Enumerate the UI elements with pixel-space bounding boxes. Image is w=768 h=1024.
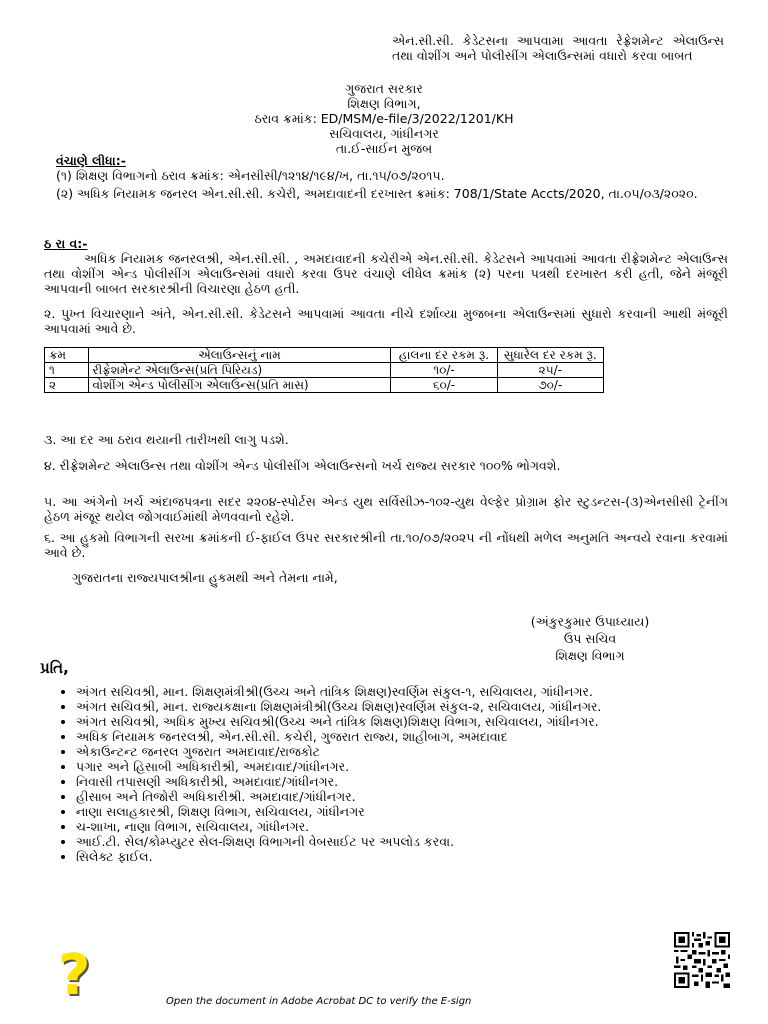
list-item: • સિલેક્ટ ફાઈલ. xyxy=(76,849,742,864)
signatory-designation: ઉપ સચિવ xyxy=(563,631,617,646)
cell-revised-rate: ૨૫/- xyxy=(497,363,603,378)
read-item: (૨) અધિક નિયામક જનરલ એન.સી.સી. કચેરી, અમદાવાદની દરખાસ્ત ક્રમાંક: 708/1/State Accts/2020, તા.૦૫/૦૩/૨૦૨૦. xyxy=(56,186,698,201)
table-row xyxy=(45,378,604,393)
list-item: • નિવાસી તપાસણી અધિકારીશ્રી, અમદાવાદ/ગાંધીનગર. xyxy=(76,774,742,789)
cell-current-rate: ૬૦/- xyxy=(391,378,497,393)
col-header-revised-rate: સુધારેલ દર રકમ રૂ. xyxy=(497,348,603,363)
government-name: ગુજરાત સરકાર xyxy=(345,81,423,96)
cell-serial: ૧ xyxy=(45,363,89,378)
list-item: • ચ-શાખા, નાણા વિભાગ, સચિવાલય, ગાંધીનગર. xyxy=(76,819,742,834)
esign-verify-note: Open the document in Adobe Acrobat DC to verify the E-sign xyxy=(166,996,472,1007)
cell-allowance-name: રીફ્રેશમેન્ટ એલાઉન્સ(પ્રતિ પિરિયડ) xyxy=(88,363,391,378)
allowance-table xyxy=(44,347,604,393)
clause-4: ૪. રીફ્રેશમેન્ટ એલાઉન્સ તથા વોશીંગ એન્ડ પોલીસીંગ એલાઉન્સનો ખર્ચ રાજ્ય સરકાર ૧૦૦% ભોગવશે. xyxy=(44,458,561,473)
cell-revised-rate: ૭૦/- xyxy=(497,378,603,393)
cell-allowance-name: વોશીંગ એન્ડ પોલીસીંગ એલાઉન્સ(પ્રતિ માસ) xyxy=(88,378,391,393)
resolution-paragraph-2: ૨. પુખ્ત વિચારણાને અંતે, એન.સી.સી. કેડેટસને આપવામાં આવતા નીચે દર્શાવ્યા મુજબના એલાઉન્સમાં સુધારો કરવાની આથી મંજૂરી આપવામાં આવે છે. xyxy=(44,306,728,336)
read-heading: વંચાણે લીધા:- xyxy=(56,153,126,168)
table-row xyxy=(45,363,604,378)
resolution-date: તા.ઈ-સાઈન મુજબ xyxy=(335,141,433,156)
list-item: • આઈ.ટી. સેલ/કોમ્પ્યુટર સેલ-શિક્ષણ વિભાગની વેબસાઈટ પર અપલોડ કરવા. xyxy=(76,834,742,849)
cell-serial: ૨ xyxy=(45,378,89,393)
list-item: • અંગત સચિવશ્રી, માન. રાજ્યકક્ષાના શિક્ષણમંત્રીશ્રી(ઉચ્ચ શિક્ષણ)સ્વર્ણિમ સંકુલ-૨, સચિવાલય, ગાંધીનગર. xyxy=(76,699,742,714)
clause-3: ૩. આ દર આ ઠરાવ થયાની તારીખથી લાગુ પડશે. xyxy=(44,432,289,447)
list-item: • એકાઉન્ટન્ટ જનરલ ગુજરાત અમદાવાદ/રાજકોટ xyxy=(76,744,742,759)
clause-6: ૬. આ હુકમો વિભાગની સરખા ક્રમાંકની ઈ-ફાઈલ ઉપર સરકારશ્રીની તા.૧૦/૦૭/૨૦૨૫ ની નોંધથી મળેલ અનુમતિ અન્વયે રવાના કરવામાં આવે છે. xyxy=(44,530,728,560)
col-header-allowance-name: એલાઉન્સનું નામ xyxy=(88,348,391,363)
recipients-heading: પ્રતિ, xyxy=(40,659,69,677)
col-header-serial: ક્રમ xyxy=(45,348,89,363)
department-name: શિક્ષણ વિભાગ, xyxy=(347,96,421,111)
letterhead xyxy=(224,81,544,156)
esign-question-icon: ? xyxy=(58,943,91,1008)
signatory-name: (અંકુરકુમાર ઉપાધ્યાય) xyxy=(530,614,650,629)
cell-current-rate: ૧૦/- xyxy=(391,363,497,378)
clause-5: ૫. આ અંગેનો ખર્ચ અંદાજપત્રના સદર ૨૨૦૪-સ્પોર્ટસ એન્ડ યુથ સર્વિસીઝ-૧૦૨-યુથ વેલ્ફેર પ્રોગ્રામ ફોર સ્ટુડન્ટસ-(૩)એનસીસી ટ્રેનીંગ હેઠળ મંજૂર થયેલ જોગવાઈમાંથી મેળવવાનો રહેશે. xyxy=(44,494,728,524)
recipients-list xyxy=(62,684,742,864)
read-item: (૧) શિક્ષણ વિભાગનો ઠરાવ ક્રમાંક: એનસીસી/૧૨૧૪/૧૯૪/ખ, તા.૧૫/૦૭/૨૦૧૫. xyxy=(56,168,445,183)
table-header-row xyxy=(45,348,604,363)
signature-block xyxy=(490,613,690,664)
resolution-number: ઠરાવ ક્રમાંક: ED/MSM/e-file/3/2022/1201/KH xyxy=(254,111,514,126)
col-header-current-rate: હાલના દર રકમ રૂ. xyxy=(391,348,497,363)
signatory-department: શિક્ષણ વિભાગ xyxy=(555,648,625,663)
subject-line: એન.સી.સી. કેડેટસના આપવામા આવતા રેફ્રેશમેન્ટ એલાઉન્સ તથા વોશીંગ અને પોલીસીંગ એલાઉન્સમાં વધારો કરવા બાબત xyxy=(392,33,724,63)
paragraph-text: અધિક નિયામક જનરલશ્રી, એન.સી.સી. , અમદાવાદની કચેરીએ એન.સી.સી. કેડેટસને આપવામાં આવતા રીફ્રેશમેન્ટ એલાઉન્સ તથા વોશીંગ એન્ડ પોલીસીંગ એલાઉન્સમાં વધારો કરવા ઉપર વંચાણે લીધેલ ક્રમાંક (૨) પરના પત્રથી દરખાસ્ત કરી હતી, જેને મંજૂરી આપવાની બાબત સરકારશ્રીની વિચારણા હેઠળ હતી. xyxy=(44,251,728,296)
resolution-paragraph-1 xyxy=(44,251,728,296)
resolution-heading: ઠ રા વ:- xyxy=(44,236,88,251)
list-item: • અંગત સચિવશ્રી, અધિક મુખ્ય સચિવશ્રી(ઉચ્ચ અને તાંત્રિક શિક્ષણ)શિક્ષણ વિભાગ, સચિવાલય, ગાંધીનગર. xyxy=(76,714,742,729)
office-location: સચિવાલય, ગાંધીનગર xyxy=(329,126,439,141)
list-item: • નાણા સલાહકારશ્રી, શિક્ષણ વિભાગ, સચિવાલય, ગાંધીનગર xyxy=(76,804,742,819)
list-item: • અધિક નિયામક જનરલશ્રી, એન.સી.સી. કચેરી, ગુજરાત રાજ્ય, શાહીબાગ, અમદાવાદ xyxy=(76,729,742,744)
list-item: • પગાર અને હિસાબી અધિકારીશ્રી, અમદાવાદ/ગાંધીનગર. xyxy=(76,759,742,774)
list-item: • અંગત સચિવશ્રી, માન. શિક્ષણમંત્રીશ્રી(ઉચ્ચ અને તાંત્રિક શિક્ષણ)સ્વર્ણિમ સંકુલ-૧, સચિવાલય, ગાંધીનગર. xyxy=(76,684,742,699)
closing-line: ગુજરાતના રાજ્યપાલશ્રીના હુકમથી અને તેમના નામે, xyxy=(72,570,338,585)
list-item: • હીસાબ અને તિજોરી અધિકારીશ્રી. અમદાવાદ/ગાંધીનગર. xyxy=(76,789,742,804)
qr-code-icon xyxy=(674,932,730,988)
